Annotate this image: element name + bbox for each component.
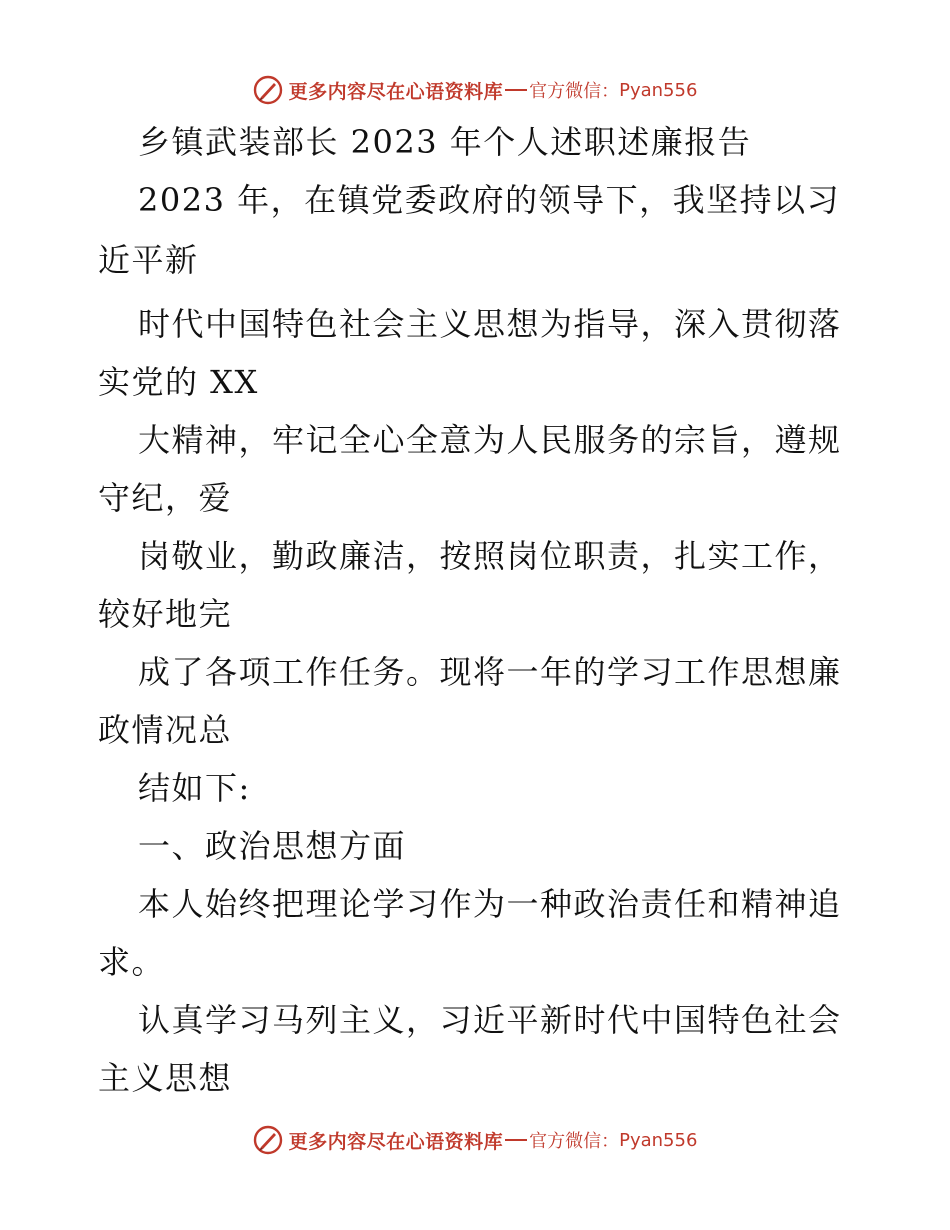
- watermark-dash: [505, 1139, 527, 1141]
- document-title: 乡镇武装部长 2023 年个人述职述廉报告: [138, 123, 752, 161]
- text-line: 成了各项工作任务。现将一年的学习工作思想廉: [138, 653, 842, 691]
- text-line: 岗敬业，勤政廉洁，按照岗位职责，扎实工作，: [138, 537, 842, 575]
- quill-pen-logo-icon: [253, 75, 283, 105]
- text-line: 2023 年，在镇党委政府的领导下，我坚持以习: [138, 181, 841, 219]
- header-watermark: [0, 70, 950, 110]
- watermark-wechat-id: Pyan556: [619, 79, 698, 101]
- watermark-brand: 更多内容尽在心语资料库: [288, 80, 504, 103]
- quill-pen-logo-icon: [253, 1125, 283, 1155]
- section-heading: 一、政治思想方面: [138, 827, 407, 865]
- watermark-brand: 更多内容尽在心语资料库: [288, 1130, 504, 1153]
- text-line: 时代中国特色社会主义思想为指导，深入贯彻落: [138, 305, 842, 343]
- text-line: 求。: [98, 943, 166, 981]
- text-line: 守纪，爱: [98, 479, 233, 517]
- footer-watermark: [0, 1120, 950, 1160]
- text-line: 政情况总: [98, 711, 233, 749]
- text-line: 较好地完: [98, 595, 233, 633]
- text-line: 认真学习马列主义，习近平新时代中国特色社会: [138, 1001, 842, 1039]
- watermark-official-label: 官方微信：: [529, 1131, 620, 1152]
- text-line: 本人始终把理论学习作为一种政治责任和精神追: [138, 885, 842, 923]
- text-line: 主义思想: [98, 1059, 233, 1097]
- text-line: 实党的 XX: [98, 363, 259, 401]
- text-line: 结如下:: [138, 769, 251, 807]
- watermark-wechat-id: Pyan556: [619, 1129, 698, 1151]
- text-line: 近平新: [98, 241, 199, 279]
- watermark-dash: [505, 89, 527, 91]
- watermark-official-label: 官方微信：: [529, 81, 620, 102]
- text-line: 大精神，牢记全心全意为人民服务的宗旨，遵规: [138, 421, 842, 459]
